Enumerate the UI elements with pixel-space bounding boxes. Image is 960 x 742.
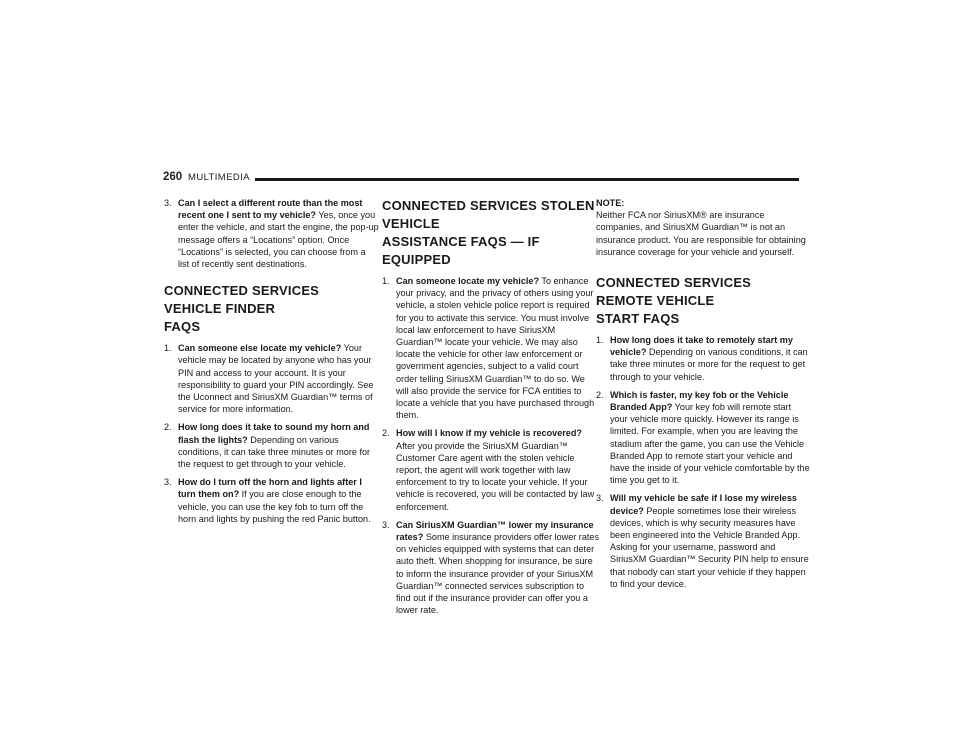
page-header	[163, 171, 799, 187]
faq-item	[164, 421, 379, 470]
faq-answer: If you are close enough to the vehicle, you can use the key fob to turn off the horn and lights by pushing the red Panic button.	[178, 489, 371, 524]
column-1	[164, 197, 379, 531]
item-number: 3.	[596, 493, 604, 504]
faq-question: How will I know if my vehicle is recovered?	[396, 428, 582, 439]
faq-question: How long does it take to sound my horn and flash the lights?	[178, 422, 370, 445]
item-number: 1.	[596, 335, 604, 346]
faq-answer: Depending on various conditions, it can take three minutes or more for the request to get through to your vehicle.	[178, 434, 371, 470]
heading-line-1: CONNECTED SERVICES VEHICLE FINDER	[164, 283, 320, 317]
section-title: MULTIMEDIA	[188, 172, 250, 183]
faq-item	[382, 275, 600, 421]
faq-item	[596, 492, 811, 590]
faq-answer: Yes, once you enter the vehicle, and start the engine, the pop-up message offers a “Locations” option. Once “Locations” is selected, you can choose from a list of recently sent destinations.	[178, 210, 379, 270]
item-number: 2.	[382, 428, 390, 439]
note-title: NOTE:	[596, 198, 625, 208]
heading-line-1: CONNECTED SERVICES REMOTE VEHICLE	[596, 275, 752, 309]
heading-line-2: ASSISTANCE FAQS — IF EQUIPPED	[382, 234, 540, 267]
item-number: 2.	[596, 389, 604, 400]
faq-answer: To enhance your privacy, and the privacy of others using your vehicle, a stolen vehicle police report is required for you to activate this service. You must involve local law enforcement to have SiriusXM Guardian™ locate your vehicle. We may also locate the vehicle for other law enforcement or government agencies, subject to a valid court order telling SiriusXM Guardian™ to do so. We will also provide the service for FCA entities to locate a vehicle that you have purchased through them.	[396, 276, 595, 421]
faq-item	[596, 334, 811, 383]
item-number: 1.	[382, 276, 390, 286]
faq-item	[382, 427, 600, 512]
faq-question: Can SiriusXM Guardian™ lower my insurance rates?	[396, 519, 594, 543]
faq-item	[164, 197, 379, 270]
faq-question: How do I turn off the horn and lights after I turn them on?	[178, 477, 362, 500]
section-heading	[382, 197, 600, 269]
faq-answer: After you provide the SiriusXM Guardian™ Customer Care agent with the stolen vehicle report, the agent will work together with law enforcement to try to locate your vehicle. If your vehicle is recovered, you will be contacted by law enforcement.	[396, 440, 595, 512]
faq-question: Will my vehicle be safe if I lose my wireless device?	[610, 493, 797, 516]
item-number: 3.	[382, 519, 390, 530]
faq-item	[382, 519, 600, 617]
faq-answer: Depending on various conditions, it can take three minutes or more for the request to get through to your vehicle.	[610, 347, 808, 382]
faq-answer: Some insurance providers offer lower rates on vehicles equipped with systems that can deter auto theft. When shopping for insurance, be sure to inform the insurance provider of your SiriusXM Guardian™ connected services subscription to find out if the insurance provider can offer you a lower rate.	[396, 532, 600, 616]
item-number: 2.	[164, 422, 172, 433]
faq-question: How long does it take to remotely start my vehicle?	[610, 335, 793, 358]
heading-line-2: START FAQS	[596, 311, 680, 327]
faq-item	[164, 342, 379, 415]
faq-answer: People sometimes lose their wireless devices, which is why security measures have been engineered into the Vehicle Branded App. Asking for your username, password and SiriusXM Guardian™ Security PIN help to ensure that nobody can start your vehicle if they happen to find your device.	[610, 505, 809, 589]
section-heading	[164, 282, 379, 336]
section-heading	[596, 274, 811, 328]
item-number: 1.	[164, 343, 172, 354]
faq-question: Can I select a different route than the most recent one I sent to my vehicle?	[178, 198, 363, 221]
faq-question: Can someone locate my vehicle?	[396, 276, 540, 286]
faq-item	[164, 476, 379, 525]
heading-line-2: FAQS	[164, 319, 201, 335]
header-rule	[255, 178, 799, 181]
faq-answer: Your vehicle may be located by anyone who has your PIN and access to your account. It is your responsibility to guard your PIN accordingly. See the Uconnect and SiriusXM Guardian™ terms of service for more information.	[178, 343, 374, 415]
faq-question: Which is faster, my key fob or the Vehicle Branded App?	[610, 389, 789, 413]
heading-line-1: CONNECTED SERVICES STOLEN VEHICLE	[382, 198, 595, 231]
note-block	[596, 197, 811, 258]
column-2	[382, 197, 600, 622]
page-number: 260	[163, 171, 183, 183]
column-3	[596, 197, 811, 596]
item-number: 3.	[164, 477, 172, 488]
faq-question: Can someone else locate my vehicle?	[178, 343, 342, 354]
item-number: 3.	[164, 198, 172, 208]
faq-answer: Your key fob will remote start your vehicle more quickly. However its range is limited. For example, when you are leaving the stadium after the game, you can use the Vehicle Branded App to remote start your vehicle and have the inside of your vehicle comfortable by the time you get to it.	[610, 402, 810, 486]
faq-item	[596, 389, 811, 487]
note-text: Neither FCA nor SiriusXM® are insurance companies, and SiriusXM Guardian™ is not an insurance product. You are responsible for obtaining insurance coverage for your vehicle and yourself.	[596, 210, 806, 257]
